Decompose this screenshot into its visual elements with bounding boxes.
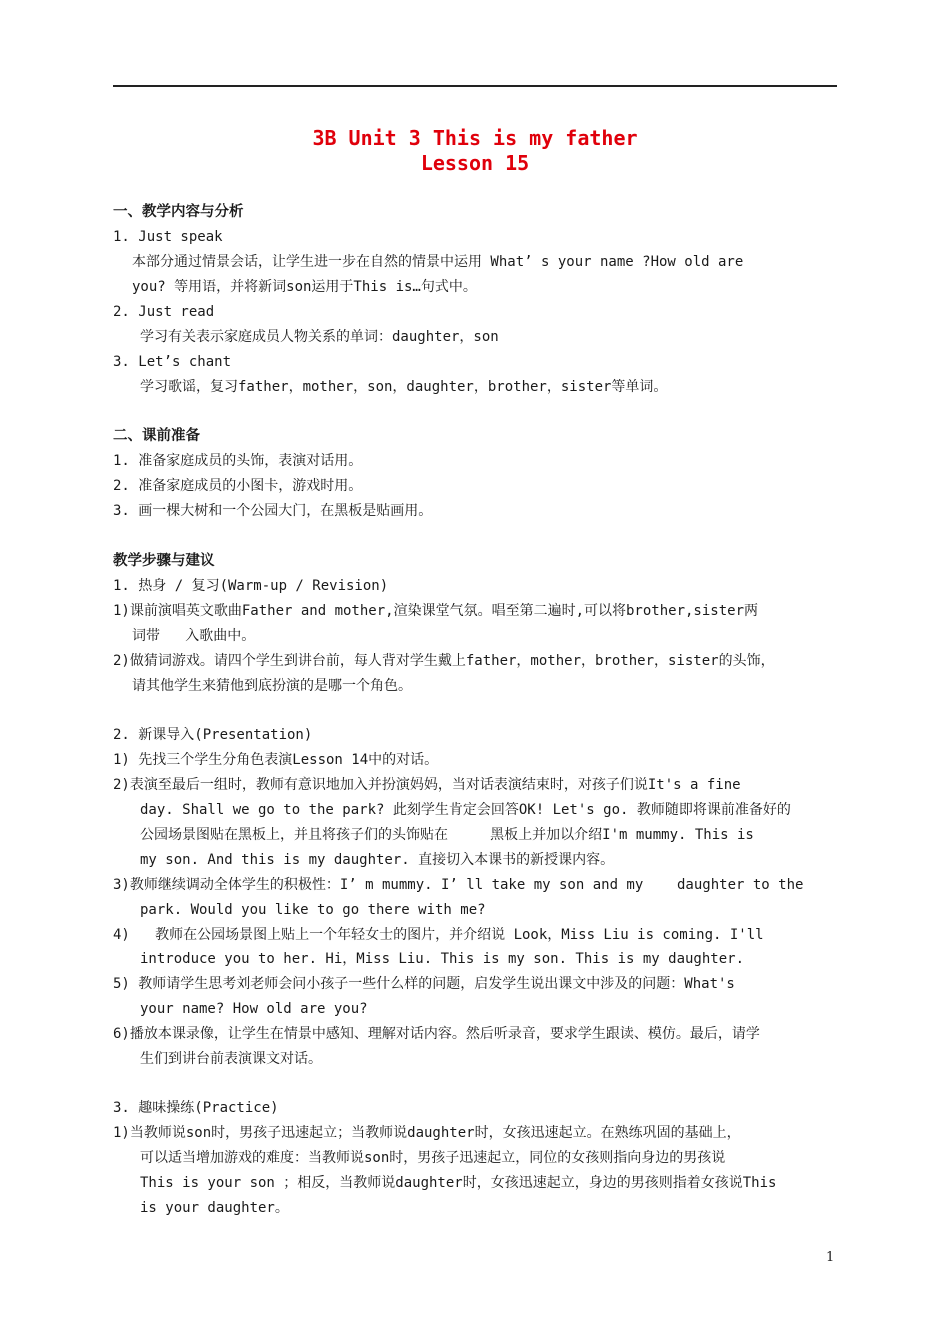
list-item: 5) 教师请学生思考刘老师会问小孩子一些什么样的问题，启发学生说出课文中涉及的问题：What's: [113, 976, 735, 992]
paragraph-line: your name? How old are you?: [140, 1001, 368, 1017]
list-item: 1)当教师说son时，男孩子迅速起立；当教师说daughter时，女孩迅速起立。在熟练巩固的基础上，: [113, 1125, 741, 1141]
list-item: 2. 准备家庭成员的小图卡，游戏时用。: [113, 478, 363, 494]
list-item: 2. 新课导入(Presentation): [113, 727, 313, 743]
list-item: 1. 准备家庭成员的头饰，表演对话用。: [113, 453, 363, 469]
list-item: 3. 画一棵大树和一个公园大门，在黑板是贴画用。: [113, 503, 433, 519]
paragraph-line: 学习歌谣，复习father，mother，son，daughter，brother，sister等单词。: [140, 379, 668, 395]
paragraph-line: day. Shall we go to the park? 此刻学生肯定会回答OK! Let's go. 教师随即将课前准备好的: [140, 802, 791, 818]
paragraph-line: This is your son ；相反，当教师说daughter时，女孩迅速起立，身边的男孩则指着女孩说This: [140, 1175, 777, 1191]
paragraph-line: 请其他学生来猜他到底扮演的是哪一个角色。: [132, 678, 412, 694]
paragraph-line: park. Would you like to go there with me?: [140, 902, 486, 918]
document-subtitle: Lesson 15: [420, 151, 530, 175]
paragraph-line: 学习有关表示家庭成员人物关系的单词：daughter，son: [140, 329, 499, 345]
list-item: 1. 热身 / 复习(Warm-up / Revision): [113, 578, 389, 594]
paragraph-line: you? 等用语，并将新词son运用于This is…句式中。: [132, 279, 477, 295]
list-item: 1) 先找三个学生分角色表演Lesson 14中的对话。: [113, 752, 439, 768]
list-item: 3. Let’s chant: [113, 354, 232, 370]
paragraph-line: 词带 入歌曲中。: [132, 628, 256, 644]
paragraph-line: 本部分通过情景会话，让学生进一步在自然的情景中运用 What’ s your name ?How old are: [132, 254, 744, 270]
paragraph-line: 可以适当增加游戏的难度：当教师说son时，男孩子迅速起立，同位的女孩则指向身边的男孩说: [140, 1150, 726, 1166]
list-item: 3)教师继续调动全体学生的积极性：I’ m mummy. I’ ll take my son and my daughter to the: [113, 877, 804, 893]
header-rule: [113, 85, 837, 87]
paragraph-line: my son. And this is my daughter. 直接切入本课书的新授课内容。: [140, 852, 615, 868]
list-item: 4) 教师在公园场景图上贴上一个年轻女士的图片，并介绍说 Look，Miss Liu is coming. I'll: [113, 927, 764, 943]
section-heading: 一、教学内容与分析: [113, 204, 244, 220]
paragraph-line: 公园场景图贴在黑板上，并且将孩子们的头饰贴在 黑板上并加以介绍I'm mummy. This is: [140, 827, 754, 843]
list-item: 3. 趣味操练(Practice): [113, 1100, 279, 1116]
section-heading: 二、课前准备: [113, 428, 200, 444]
page-number: 1: [826, 1250, 835, 1265]
list-item: 2)表演至最后一组时，教师有意识地加入并扮演妈妈，当对话表演结束时，对孩子们说It's a fine: [113, 777, 741, 793]
paragraph-line: introduce you to her. Hi，Miss Liu. This is my son. This is my daughter.: [140, 951, 745, 967]
list-item: 1)课前演唱英文歌曲Father and mother,渲染课堂气氛。唱至第二遍时,可以将brother,sister两: [113, 603, 759, 619]
paragraph-line: 生们到讲台前表演课文对话。: [140, 1051, 322, 1067]
document-title: 3B Unit 3 This is my father: [312, 126, 638, 150]
list-item: 2)做猜词游戏。请四个学生到讲台前，每人背对学生戴上father，mother，brother，sister的头饰，: [113, 653, 775, 669]
list-item: 2. Just read: [113, 304, 215, 320]
list-item: 6)播放本课录像，让学生在情景中感知、理解对话内容。然后听录音，要求学生跟读、模仿。最后，请学: [113, 1026, 760, 1042]
paragraph-line: is your daughter。: [140, 1200, 289, 1216]
section-heading: 教学步骤与建议: [113, 553, 215, 569]
list-item: 1. Just speak: [113, 229, 223, 245]
